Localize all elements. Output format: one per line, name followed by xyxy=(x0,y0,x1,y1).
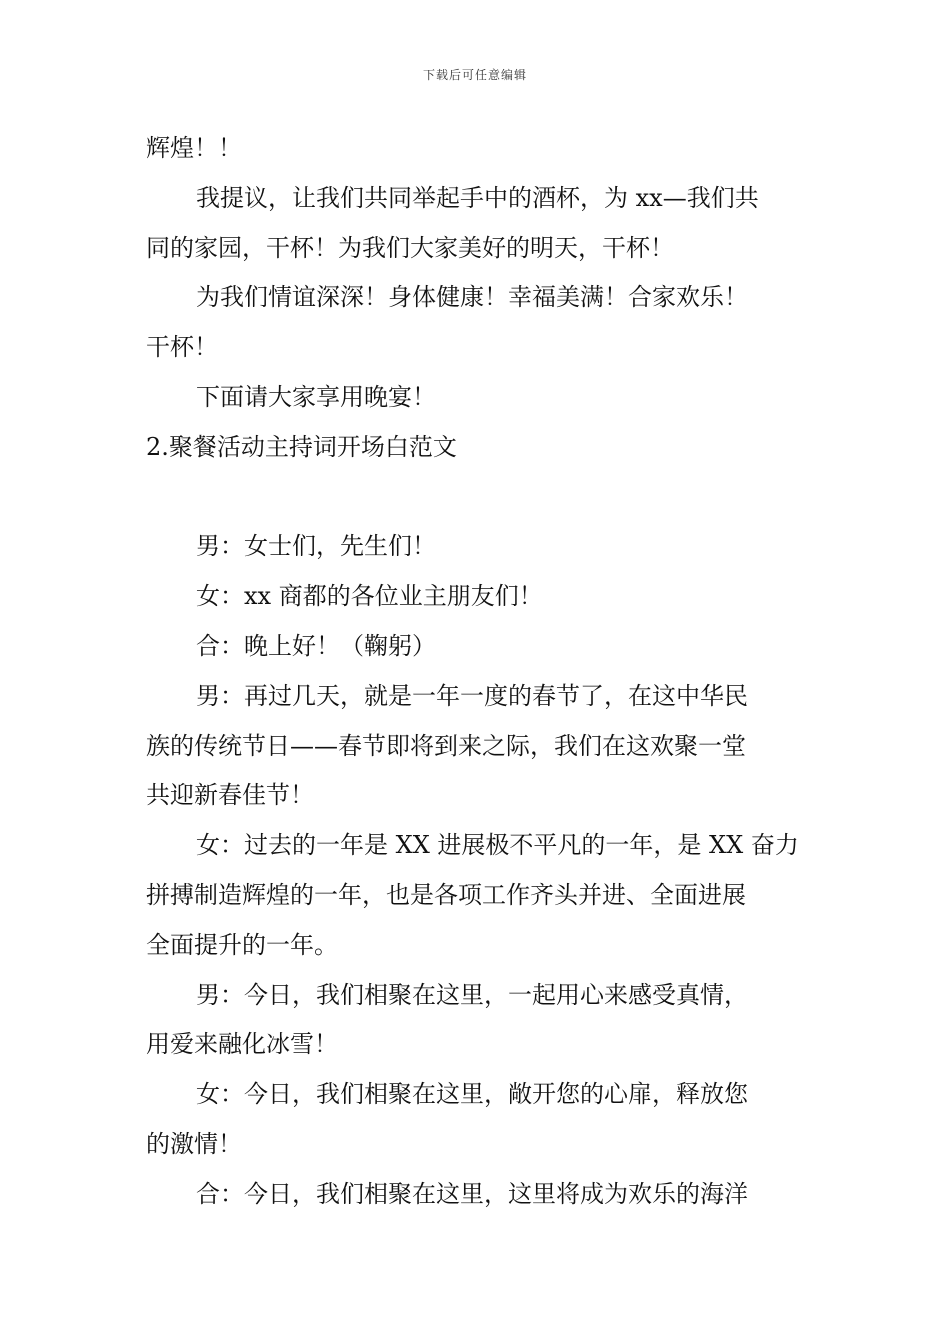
paragraph-line: 女：今日，我们相聚在这里，敞开您的心扉，释放您 xyxy=(196,1080,748,1109)
paragraph-line: 我提议，让我们共同举起手中的酒杯，为 xx—我们共 xyxy=(196,183,759,212)
text-line: 族的传统节日——春节即将到来之际，我们在这欢聚一堂 xyxy=(146,731,746,760)
page-header-note: 下载后可任意编辑 xyxy=(422,68,527,82)
paragraph-line: 女：xx 商都的各位业主朋友们！ xyxy=(196,582,543,611)
text-line: 拼搏制造辉煌的一年，也是各项工作齐头并进、全面进展 xyxy=(146,880,746,909)
paragraph-line: 女：过去的一年是 XX 进展极不平凡的一年，是 XX 奋力 xyxy=(196,831,799,860)
paragraph-line: 男：女士们，先生们！ xyxy=(196,532,436,561)
text-line: 用爱来融化冰雪！ xyxy=(146,1030,338,1059)
text-line: 同的家园，干杯！为我们大家美好的明天，干杯！ xyxy=(146,233,674,262)
section-heading: 2.聚餐活动主持词开场白范文 xyxy=(146,432,457,461)
blank-line xyxy=(146,473,808,523)
paragraph-line: 下面请大家享用晚宴！ xyxy=(196,382,436,411)
text-line: 共迎新春佳节！ xyxy=(146,781,314,810)
paragraph-line: 男：今日，我们相聚在这里，一起用心来感受真情， xyxy=(196,980,748,1009)
paragraph-line: 合：晚上好！（鞠躬） xyxy=(196,631,436,660)
document-body xyxy=(146,124,808,1220)
text-line: 的激情！ xyxy=(146,1129,242,1158)
paragraph-line: 合：今日，我们相聚在这里，这里将成为欢乐的海洋 xyxy=(196,1179,748,1208)
paragraph-line: 为我们情谊深深！身体健康！幸福美满！合家欢乐！ xyxy=(196,283,748,312)
text-line: 干杯！ xyxy=(146,333,218,362)
paragraph-line: 男：再过几天，就是一年一度的春节了，在这中华民 xyxy=(196,681,748,710)
text-line: 辉煌！！ xyxy=(146,134,242,162)
text-line: 全面提升的一年。 xyxy=(146,930,338,959)
